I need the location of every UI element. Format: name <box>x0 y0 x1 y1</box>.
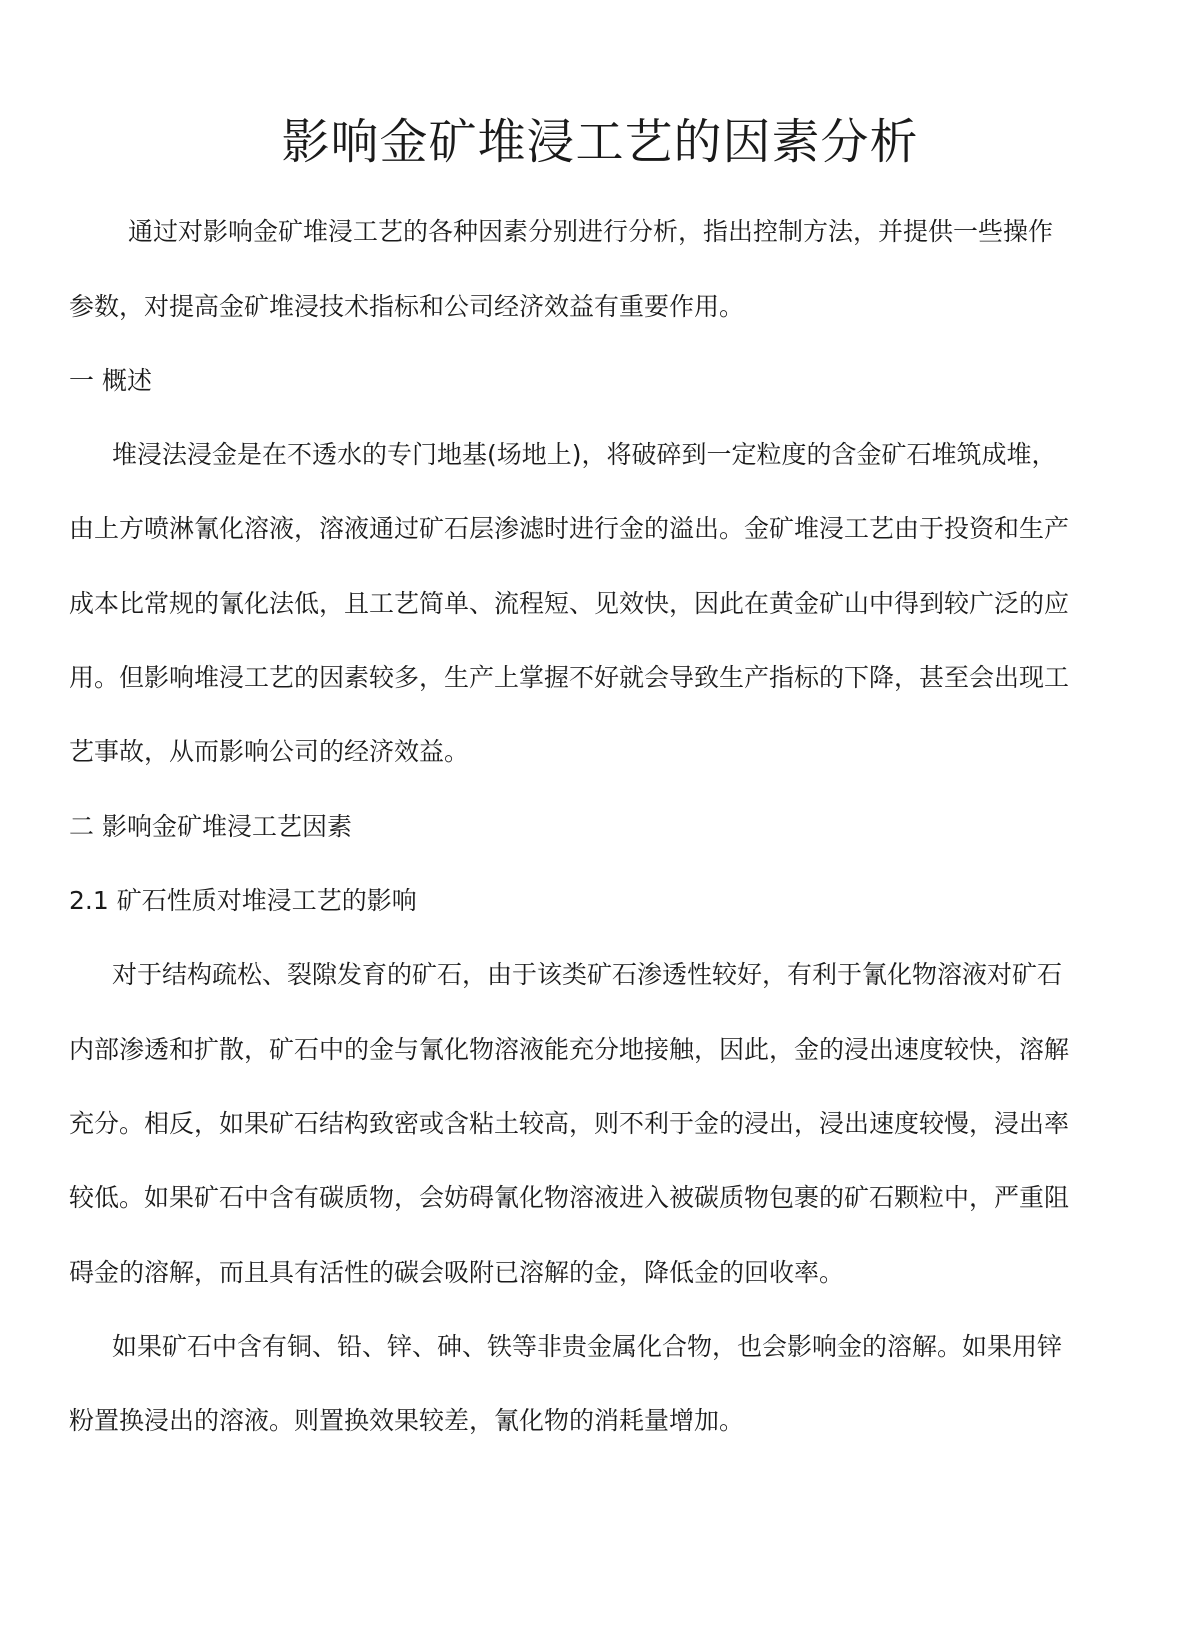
subsection-heading-ore-properties: 2.1 矿石性质对堆浸工艺的影响 <box>69 886 417 915</box>
paragraph-line: 如果矿石中含有铜、铅、锌、砷、铁等非贵金属化合物，也会影响金的溶解。如果用锌 <box>112 1332 1063 1361</box>
paragraph-line: 用。但影响堆浸工艺的因素较多，生产上掌握不好就会导致生产指标的下降，甚至会出现工 <box>69 663 1070 692</box>
paragraph-line: 内部渗透和扩散，矿石中的金与氰化物溶液能充分地接触，因此，金的浸出速度较快，溶解 <box>69 1035 1070 1064</box>
paragraph-line: 堆浸法浸金是在不透水的专门地基(场地上)，将破碎到一定粒度的含金矿石堆筑成堆， <box>112 440 1057 469</box>
document-title: 影响金矿堆浸工艺的因素分析 <box>281 114 919 170</box>
paragraph-line: 充分。相反，如果矿石结构致密或含粘土较高，则不利于金的浸出，浸出速度较慢，浸出率 <box>69 1109 1070 1138</box>
paragraph-line: 由上方喷淋氰化溶液，溶液通过矿石层渗滤时进行金的溢出。金矿堆浸工艺由于投资和生产 <box>69 514 1070 543</box>
paragraph-line: 碍金的溶解，而且具有活性的碳会吸附已溶解的金，降低金的回收率。 <box>69 1258 845 1287</box>
section-heading-overview: 一 概述 <box>69 366 152 395</box>
paragraph-line: 艺事故，从而影响公司的经济效益。 <box>69 737 470 766</box>
abstract-line: 参数，对提高金矿堆浸技术指标和公司经济效益有重要作用。 <box>69 292 745 321</box>
section-heading-factors: 二 影响金矿堆浸工艺因素 <box>69 812 352 841</box>
paragraph-line: 对于结构疏松、裂隙发育的矿石，由于该类矿石渗透性较好，有利于氰化物溶液对矿石 <box>112 960 1063 989</box>
paragraph-line: 较低。如果矿石中含有碳质物，会妨碍氰化物溶液进入被碳质物包裹的矿石颗粒中，严重阻 <box>69 1183 1070 1212</box>
paragraph-line: 成本比常规的氰化法低，且工艺简单、流程短、见效快，因此在黄金矿山中得到较广泛的应 <box>69 589 1070 618</box>
abstract-line: 通过对影响金矿堆浸工艺的各种因素分别进行分析，指出控制方法，并提供一些操作 <box>128 217 1054 246</box>
paragraph-line: 粉置换浸出的溶液。则置换效果较差，氰化物的消耗量增加。 <box>69 1406 745 1435</box>
